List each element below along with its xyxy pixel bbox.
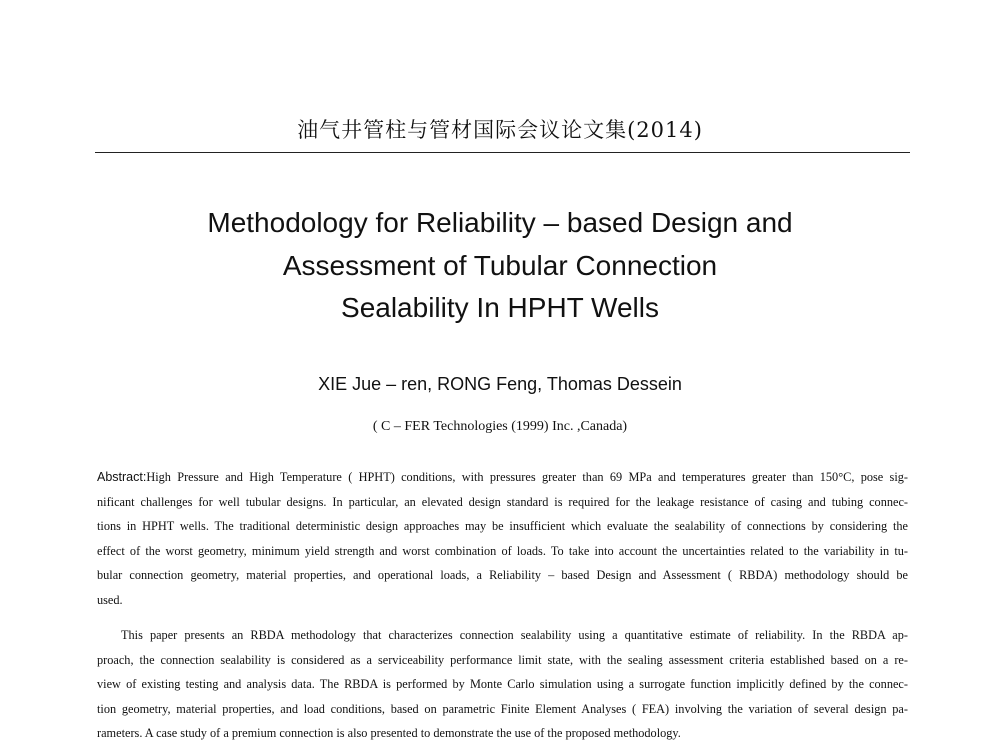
authors: XIE Jue – ren, RONG Feng, Thomas Dessein bbox=[318, 374, 682, 394]
abstract-label: Abstract: bbox=[97, 470, 147, 484]
running-header: 油气井管柱与管材国际会议论文集(2014) bbox=[297, 118, 703, 142]
title-line: Methodology for Reliability – based Design and bbox=[207, 207, 793, 238]
abstract bbox=[97, 465, 908, 613]
body-paragraph bbox=[97, 623, 908, 746]
paragraph-line: tion geometry, material properties, and load conditions, based on parametric Finite Element Analyses ( FEA) involving the variation of several design pa- bbox=[97, 701, 908, 716]
header-rule bbox=[95, 152, 910, 153]
paragraph-line: proach, the connection sealability is considered as a serviceability performance limit state, with the sealing assessment criteria established based on a re- bbox=[97, 652, 908, 667]
abstract-line: effect of the worst geometry, minimum yield strength and worst combination of loads. To take into account the uncertainties related to the variability in tu- bbox=[97, 543, 908, 558]
abstract-line: tions in HPHT wells. The traditional deterministic design approaches may be insufficient which evaluate the sealability of connections by considering the bbox=[97, 519, 908, 534]
abstract-line bbox=[97, 465, 908, 490]
abstract-text: High Pressure and High Temperature ( HPHT) conditions, with pressures greater than 69 MPa and temperatures greater than 150°C, pose sig- bbox=[146, 470, 908, 484]
paragraph-line: view of existing testing and analysis data. The RBDA is performed by Monte Carlo simulation using a surrogate function implicitly defined by the connec- bbox=[97, 677, 908, 692]
affiliation: ( C – FER Technologies (1999) Inc. ,Canada) bbox=[372, 419, 628, 434]
title-line: Sealability In HPHT Wells bbox=[341, 292, 659, 323]
paragraph-line: This paper presents an RBDA methodology that characterizes connection sealability using a quantitative estimate of reliability. In the RBDA ap- bbox=[121, 628, 908, 642]
abstract-line: nificant challenges for well tubular designs. In particular, an elevated design standard is required for the leakage resistance of casing and tubing connec- bbox=[97, 494, 908, 509]
abstract-line: used. bbox=[97, 592, 123, 607]
title-line: Assessment of Tubular Connection bbox=[282, 249, 718, 281]
paper-title bbox=[0, 202, 1000, 330]
paragraph-line: rameters. A case study of a premium connection is also presented to demonstrate the use of the proposed methodology. bbox=[97, 726, 681, 741]
abstract-line: bular connection geometry, material properties, and operational loads, a Reliability – based Design and Assessment ( RBDA) methodology should be bbox=[97, 568, 908, 583]
